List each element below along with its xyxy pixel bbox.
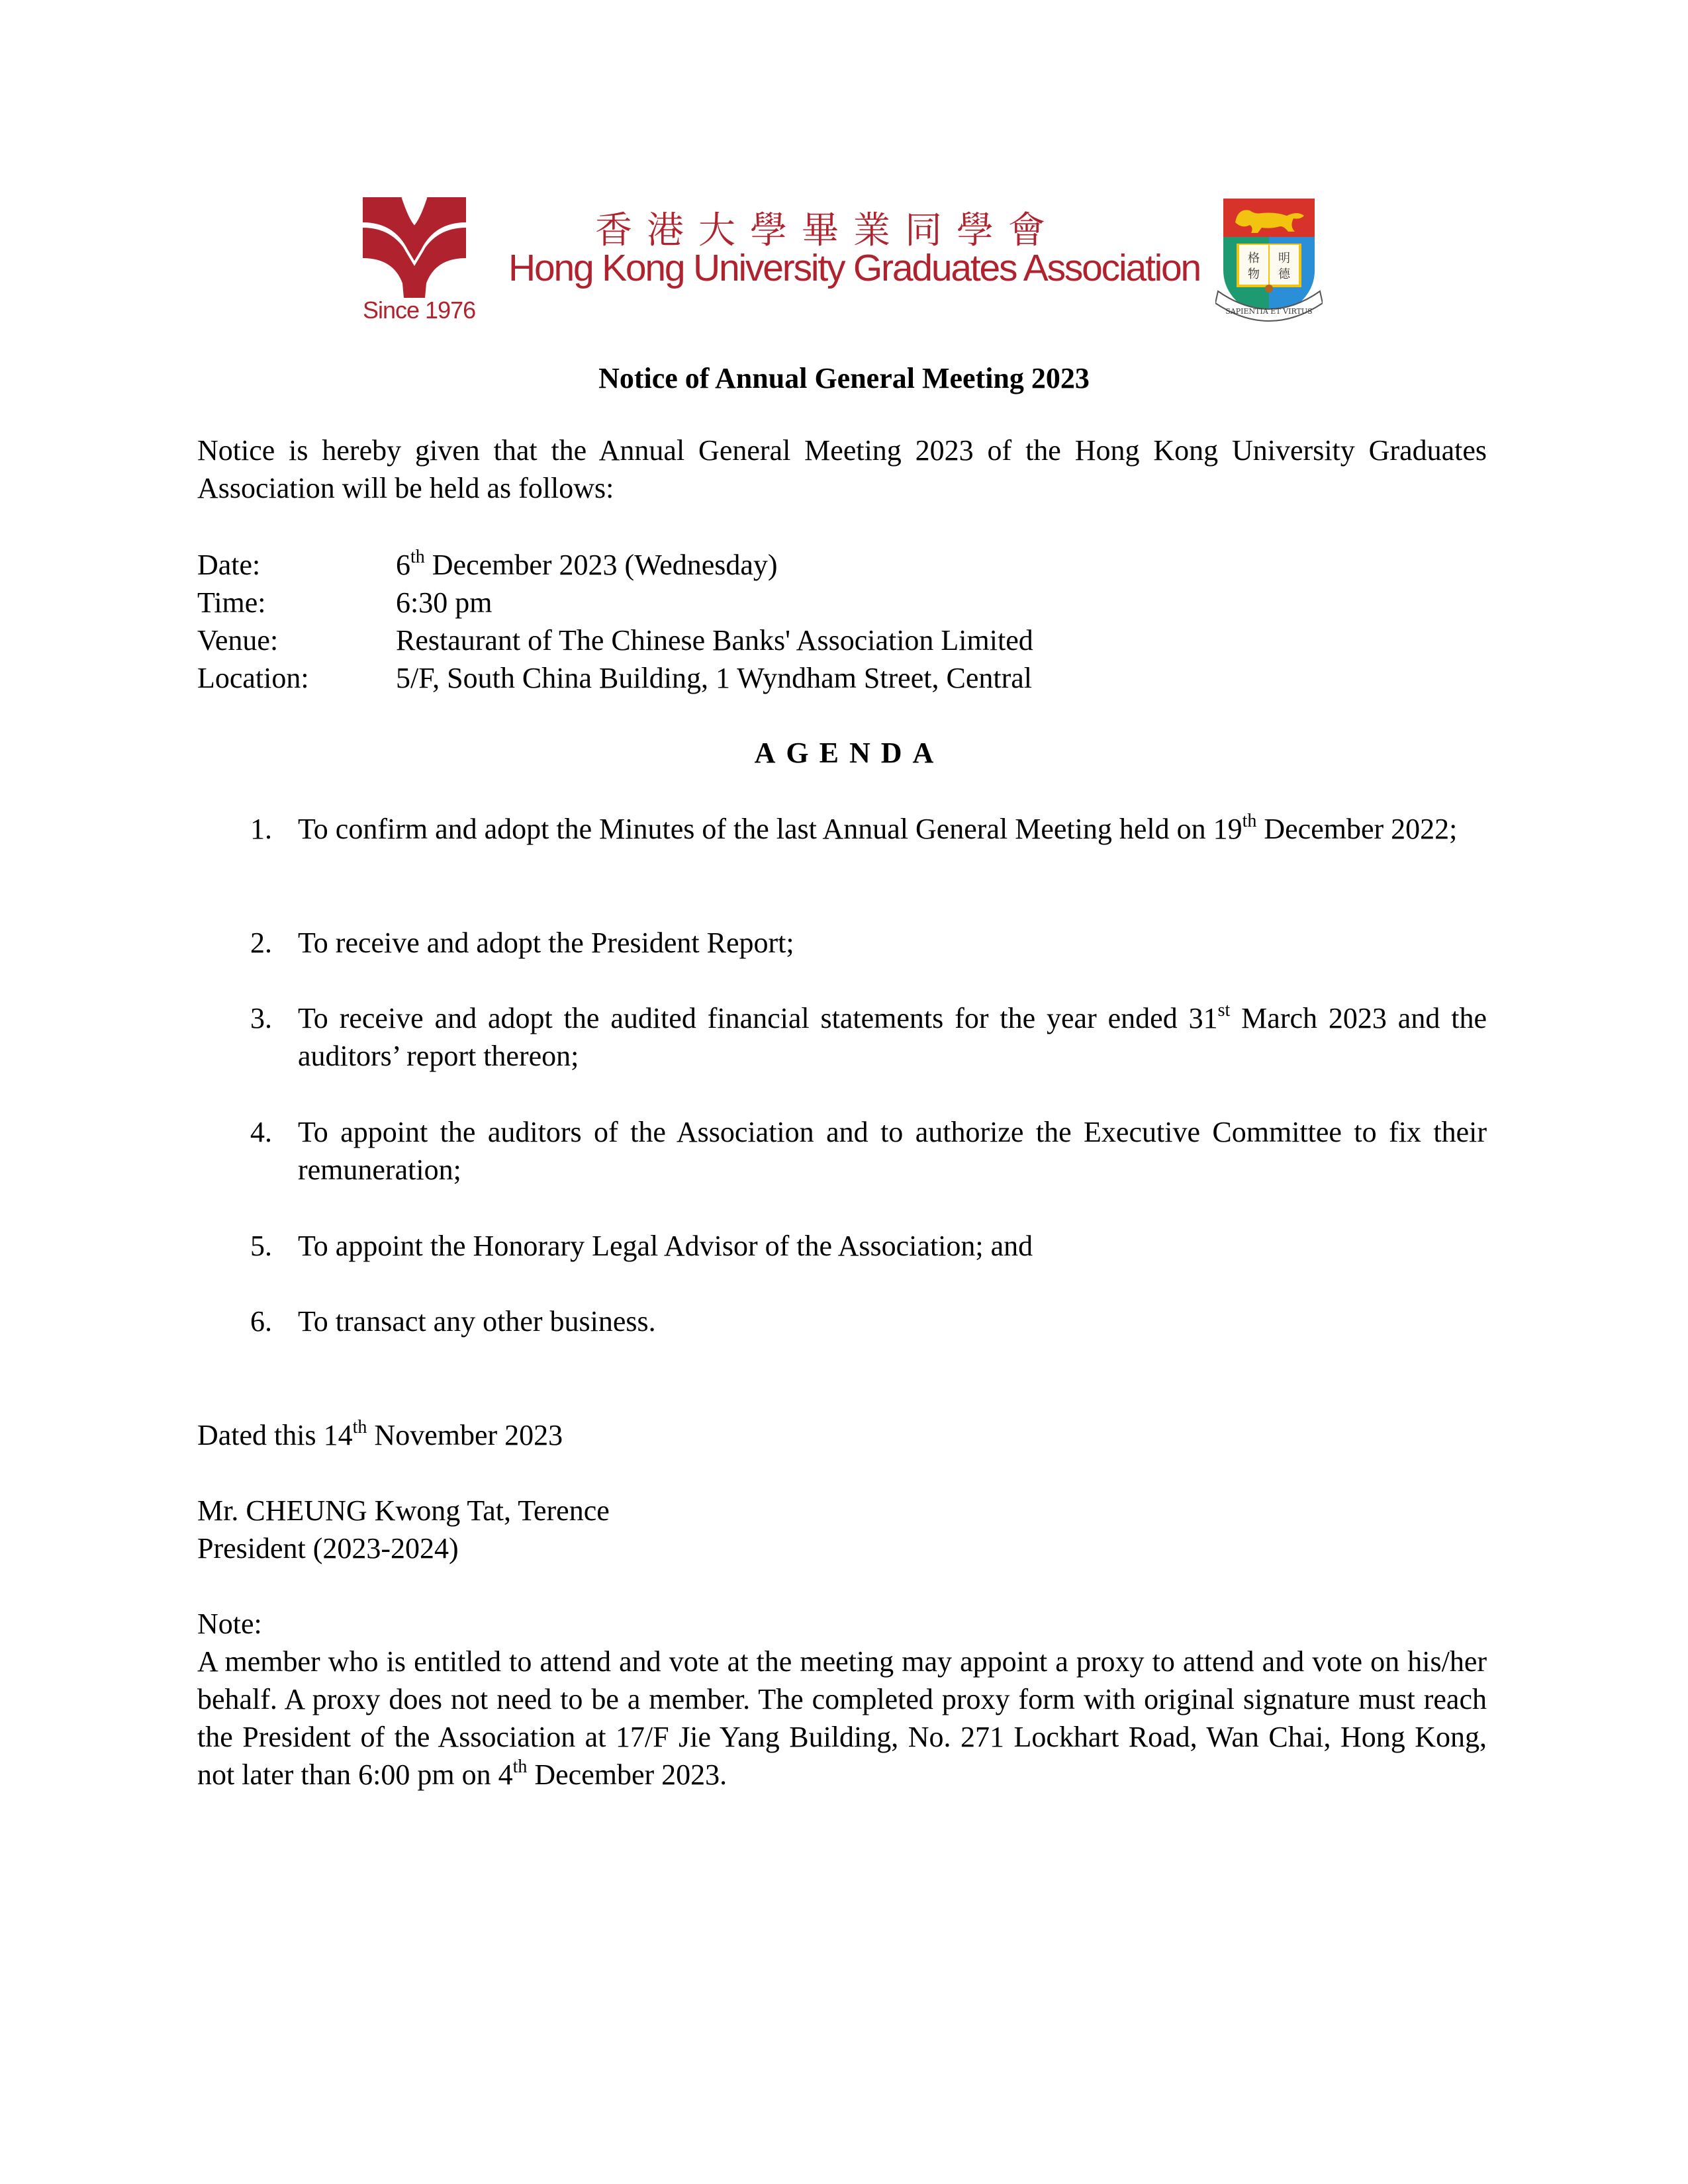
detail-value: 5/F, South China Building, 1 Wyndham Street, Central (396, 662, 1032, 694)
association-english-name: Hong Kong University Graduates Association (508, 247, 1201, 289)
note-paragraph: A member who is entitled to attend and vote at the meeting may appoint a proxy to attend and vote on his/her behalf. A proxy does not need to be a member. The completed proxy form with original signature must reach the President of the Association at 17/F Jie Yang Building, No. 271 Lockhart Road, Wan Chai, Hong Kong, not later than 6:00 pm on 4th December 2023. (197, 1645, 1487, 1791)
agenda-number: 3. (250, 1002, 272, 1034)
agenda-item (250, 1113, 1487, 1189)
detail-value: 6th December 2023 (Wednesday) (396, 547, 778, 581)
association-chinese-name: 香港大學畢業同學會 (595, 209, 1060, 252)
intro-paragraph: Notice is hereby given that the Annual General Meeting 2023 of the Hong Kong University Graduates Association will be held as follows: (197, 434, 1487, 504)
agenda-number: 4. (250, 1116, 272, 1148)
agenda-item (250, 810, 1487, 886)
detail-row-time (197, 584, 1487, 621)
detail-label: Date: (197, 549, 261, 581)
signatory-name: Mr. CHEUNG Kwong Tat, Terence (197, 1494, 610, 1527)
detail-label: Time: (197, 586, 266, 619)
svg-text:德: 德 (1278, 267, 1290, 281)
agenda-item (250, 924, 1487, 962)
signatory-position: President (2023-2024) (197, 1532, 459, 1565)
detail-row-venue (197, 621, 1487, 659)
since-year-label: Since 1976 (363, 296, 476, 324)
detail-value: 6:30 pm (396, 586, 492, 619)
agenda-number: 6. (250, 1305, 272, 1338)
svg-text:物: 物 (1248, 267, 1260, 281)
agenda-text: To appoint the Honorary Legal Advisor of the Association; and (298, 1230, 1033, 1262)
agenda-number: 5. (250, 1230, 272, 1262)
hkuga-emblem-icon (363, 197, 466, 298)
agenda-text: To appoint the auditors of the Association and to authorize the Executive Committee to fix their remuneration; (298, 1116, 1487, 1186)
note-label: Note: (197, 1608, 262, 1640)
agenda-number: 1. (250, 813, 272, 845)
detail-label: Venue: (197, 624, 279, 657)
agenda-text: To receive and adopt the audited financial statements for the year ended 31st March 2023 and the auditors’ report thereon; (298, 1000, 1487, 1072)
svg-text:SAPIENTIA ET VIRTUS: SAPIENTIA ET VIRTUS (1225, 307, 1313, 316)
svg-text:格: 格 (1248, 251, 1260, 265)
svg-text:明: 明 (1278, 251, 1290, 265)
agenda-item (250, 1302, 1487, 1340)
detail-row-date (197, 546, 1487, 584)
dated-line: Dated this 14th November 2023 (197, 1417, 563, 1451)
agenda-text: To transact any other business. (298, 1305, 656, 1338)
agenda-item (250, 1227, 1487, 1265)
agenda-number: 2. (250, 927, 272, 959)
agenda-heading: AGENDA (754, 737, 945, 769)
page-title: Notice of Annual General Meeting 2023 (598, 362, 1090, 394)
detail-value: Restaurant of The Chinese Banks' Association Limited (396, 624, 1033, 657)
agenda-text: To confirm and adopt the Minutes of the last Annual General Meeting held on 19th December 2022; (298, 811, 1458, 845)
hku-crest-icon (1215, 197, 1323, 323)
detail-label: Location: (197, 662, 309, 694)
agenda-item (250, 999, 1487, 1075)
agenda-text: To receive and adopt the President Report; (298, 927, 794, 959)
detail-row-location (197, 659, 1487, 697)
